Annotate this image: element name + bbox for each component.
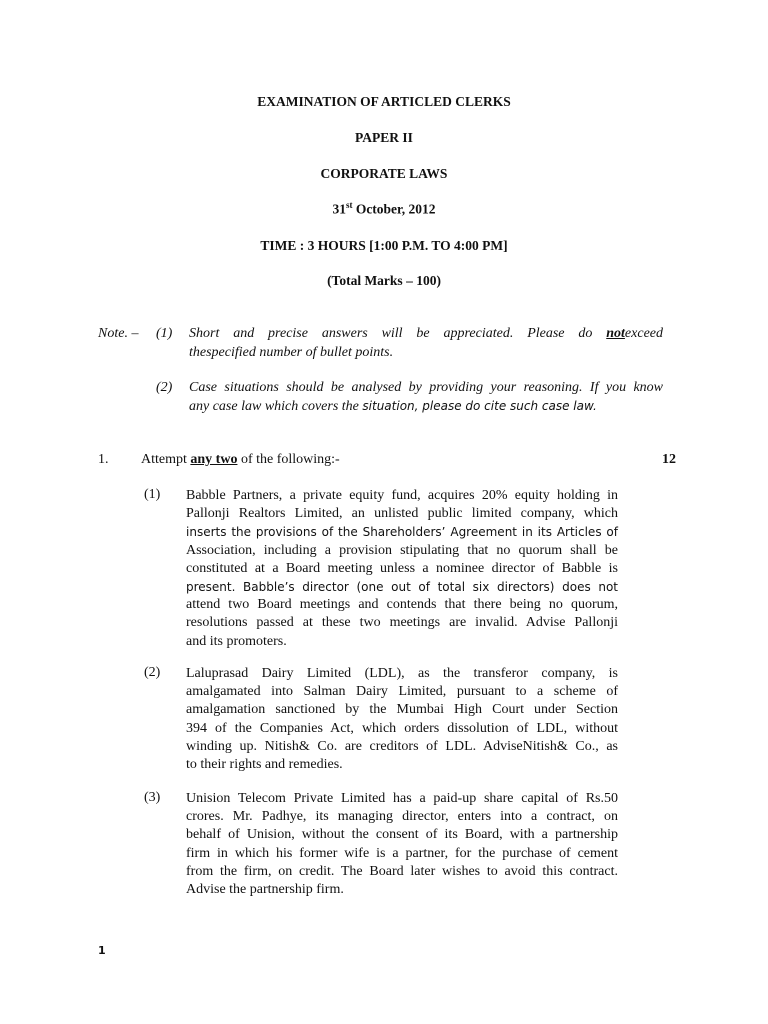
note-2-line-2: [189, 397, 597, 416]
part-1-text: [186, 487, 618, 651]
date-rest: October, 2012: [352, 201, 436, 217]
date-day: 31: [332, 201, 346, 217]
part-1-line: Babble Partners, a private equity fund, acquires 20% equity holding in: [186, 488, 618, 503]
note-2-number: (2): [156, 380, 173, 395]
part-2-line: amalgamated into Salman Dairy Limited, pursuant to a scheme of: [186, 684, 618, 700]
part-1-line: attend two Board meetings and contends that there being no quorum,: [186, 597, 618, 613]
part-2-line: 394 of the Companies Act, which orders dissolution of LDL, without: [186, 720, 618, 736]
part-2-line: Laluprasad Dairy Limited (LDL), as the transferor company, is: [186, 666, 618, 681]
part-2-number: (2): [144, 665, 161, 680]
note-2-line-1: Case situations should be analysed by providing your reasoning. If you know: [189, 380, 663, 395]
exam-time: TIME : 3 HOURS [1:00 P.M. TO 4:00 PM]: [260, 238, 508, 253]
note-1-emphasis: not: [606, 326, 625, 341]
part-3-line: Advise the partnership firm.: [186, 882, 344, 898]
total-marks: (Total Marks – 100): [327, 273, 441, 288]
note-1-line-1: [189, 324, 663, 343]
part-3-line: crores. Mr. Padhye, its managing director, enters into a contract, on: [186, 809, 618, 825]
question-1-instruction: [141, 451, 340, 469]
note-1-text-a: Short and precise answers will be appreciated. Please do: [189, 326, 607, 341]
part-1-line: inserts the provisions of the Shareholders’ Agreement in its Articles of: [186, 525, 618, 540]
part-2-line: amalgamation sanctioned by the Mumbai High Court under Section: [186, 702, 618, 718]
note-1-line-2: thespecified number of bullet points.: [189, 345, 394, 360]
page-number: 1: [98, 944, 106, 957]
part-3-line: from the firm, on credit. The Board later wishes to avoid this contract.: [186, 863, 618, 879]
question-1-number: 1.: [98, 452, 109, 467]
exam-date: [0, 200, 768, 218]
note-2-text-a: any case law which covers the: [189, 399, 363, 414]
part-2-text: [186, 665, 618, 774]
part-1-number: (1): [144, 487, 161, 502]
note-2-text-b: situation, please do cite such case law.: [362, 399, 597, 413]
exam-title: EXAMINATION OF ARTICLED CLERKS: [257, 94, 511, 109]
part-1-line: and its promoters.: [186, 633, 287, 649]
part-3-line: behalf of Unision, without the consent of its Board, with a partnership: [186, 827, 618, 843]
note-1-number: (1): [156, 326, 173, 341]
subject-title: CORPORATE LAWS: [320, 166, 448, 181]
instruction-text-c: of the following:-: [237, 452, 340, 467]
instruction-emphasis: any two: [190, 452, 238, 467]
part-3-line: firm in which his former wife is a partner, for the purchase of cement: [186, 845, 618, 861]
part-2-line: to their rights and remedies.: [186, 757, 343, 773]
part-1-line: Pallonji Realtors Limited, an unlisted public limited company, which: [186, 506, 618, 522]
paper-title: PAPER II: [355, 130, 413, 145]
part-1-line: present. Babble’s director (one out of total six directors) does not: [186, 580, 618, 595]
note-1-text-c: exceed: [624, 326, 663, 341]
question-1-marks: 12: [662, 452, 676, 467]
part-2-line: winding up. Nitish& Co. are creditors of LDL. AdviseNitish& Co., as: [186, 738, 618, 754]
part-3-line: Unision Telecom Private Limited has a paid-up share capital of Rs.50: [186, 791, 618, 806]
note-prefix: Note. –: [98, 326, 139, 341]
part-1-line: resolutions passed at these two meetings are invalid. Advise Pallonji: [186, 615, 618, 631]
part-1-line: constituted at a Board meeting unless a nominee director of Babble is: [186, 560, 618, 576]
part-3-text: [186, 790, 618, 899]
part-3-number: (3): [144, 790, 161, 805]
instruction-text-a: Attempt: [141, 452, 191, 467]
part-1-line: Association, including a provision stipulating that no quorum shall be: [186, 542, 618, 558]
date-suffix: st: [345, 200, 353, 210]
